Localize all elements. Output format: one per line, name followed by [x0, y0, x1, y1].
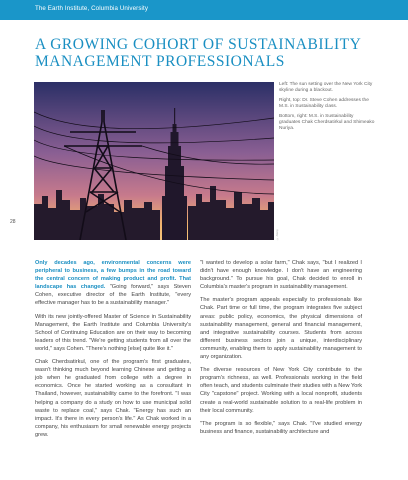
paragraph: Chak Cherdsatirkul, one of the program's first graduates, wasn't thinking much beyond learning Chinese and getting a job when he graduated from college with a degree in economics. Once he started working as a consultant in Thailand, however, sustainability came to the forefront. "I was helping a company do a study on how to use municipal solid waste to replace coal," says Chak. "Energy has such an impact. It's there in every person's life." As Chak worked in a company, his enthusiasm for small renewable energy projects grew.	[35, 359, 191, 438]
paragraph: The diverse resources of New York City contribute to the program's richness, as well. Professionals working in the field often teach, and students culminate their studies with a New York City "capstone" project. Working with a local nonprofit, students create a real-world sustainable solution to a real-life problem in their local community.	[200, 367, 362, 414]
caption-left: Left: The sun setting over the New York City skyline during a blackout.	[279, 82, 373, 93]
paragraph	[35, 259, 191, 308]
skyline-photo	[34, 82, 274, 240]
paragraph: "The program is so flexible," says Chak. "I've studied energy business and finance, sustainability architecture and	[200, 420, 362, 435]
title-line-1: A GROWING COHORT OF SUSTAINABILITY	[35, 36, 362, 53]
photo-credit: © Alamy	[276, 229, 279, 240]
header-bar	[0, 0, 408, 20]
paragraph: With its new jointly-offered Master of Science in Sustainability Management, the Earth Institute and Columbia University's School of Continuing Education are on their way to becoming leaders of this trend. "We're getting students from all over the world," says Cohen. "There's nothing [else] quite like it."	[35, 313, 191, 352]
lead-text: Only decades ago, environmental concerns were peripheral to business, a few bumps in the road toward the central concern of making product and profit. That landscape has changed.	[35, 260, 191, 291]
page-number: 28	[10, 219, 16, 225]
article-column-left	[35, 259, 191, 444]
institution-name: The Earth Institute, Columbia University	[35, 5, 149, 12]
photo-captions	[279, 82, 375, 136]
article-column-right	[200, 259, 362, 441]
caption-bottom-right: Bottom, right: M.S. in Sustainability graduates Chak Cherdsatirkul and Shimeako Nuriya.	[279, 114, 375, 131]
article-title	[35, 36, 375, 70]
caption-right-top: Right, top: Dr. Steve Cohen addresses the M.S. in Sustainability class.	[279, 98, 369, 109]
paragraph: The master's program appeals especially to professionals like Chak. Part time or full time, the program integrates five subject areas: public policy, economics, the physical dimensions of sustainability management, general and financial management, and integrative sustainability courses. Students from across different business sectors join a unique, interdisciplinary community, enabling them to apply sustainability management to any organization.	[200, 297, 362, 361]
lead-continuation: "Going forward," says Steven Cohen, executive director of the Earth Institute, "every effective manager has to be a sustainability manager."	[35, 284, 191, 307]
skyline-illustration	[34, 82, 274, 240]
title-line-2: MANAGEMENT PROFESSIONALS	[35, 53, 285, 70]
paragraph: "I wanted to develop a solar farm," Chak says, "but I realized I didn't have enough knowledge. I don't have an engineering background." To pursue his goal, Chak decided to enroll in Columbia's master's program in sustainability management.	[200, 260, 362, 291]
